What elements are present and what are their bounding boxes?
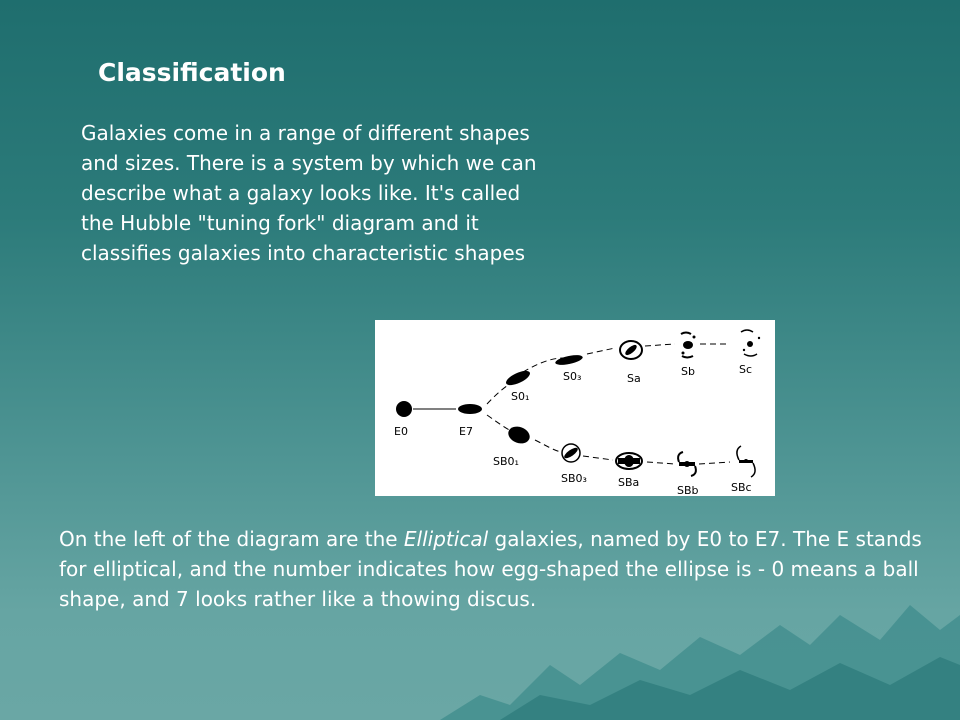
galaxy-sa	[620, 341, 642, 359]
label-sa: Sa	[627, 372, 641, 385]
label-e7: E7	[459, 425, 473, 438]
galaxy-e7	[458, 404, 482, 414]
galaxy-e0	[396, 401, 412, 417]
galaxy-sba	[616, 453, 642, 469]
mountain-decoration	[440, 545, 960, 720]
label-sb0-1: SB0₁	[493, 455, 519, 468]
label-s0-3: S0₃	[563, 370, 582, 383]
label-sbb: SBb	[677, 484, 699, 496]
explanation-text-after: galaxies, named by E0 to E7. The E stands for elliptical, and the number indicates how egg-shaped the ellipse is - 0 means a ball shape, and 7 looks rather like a thowing discus.	[59, 527, 922, 611]
hubble-tuning-fork-diagram	[375, 320, 775, 496]
label-sba: SBa	[618, 476, 640, 489]
explanation-text-before: On the left of the diagram are the	[59, 527, 404, 551]
label-s0-1: S0₁	[511, 390, 530, 403]
label-e0: E0	[394, 425, 408, 438]
galaxy-sbb	[678, 452, 696, 476]
galaxy-s0-1	[504, 368, 532, 388]
galaxy-sb	[681, 333, 696, 358]
elliptical-emphasis: Elliptical	[403, 527, 489, 551]
galaxy-sb0-1	[506, 424, 532, 447]
galaxy-sbc	[737, 446, 755, 477]
label-sb: Sb	[681, 365, 695, 378]
intro-paragraph: Galaxies come in a range of different shapes and sizes. There is a system by which we can describe what a galaxy looks like. It's called the Hubble "tuning fork" diagram and it classifies galaxies into characteristic shapes	[81, 121, 537, 265]
label-sbc: SBc	[731, 481, 752, 494]
slide-title: Classification	[98, 58, 286, 87]
galaxy-sc	[741, 330, 760, 356]
galaxy-s0-3	[554, 353, 583, 367]
label-sb0-3: SB0₃	[561, 472, 587, 485]
label-sc: Sc	[739, 363, 753, 376]
galaxy-sb0-3	[562, 444, 580, 462]
